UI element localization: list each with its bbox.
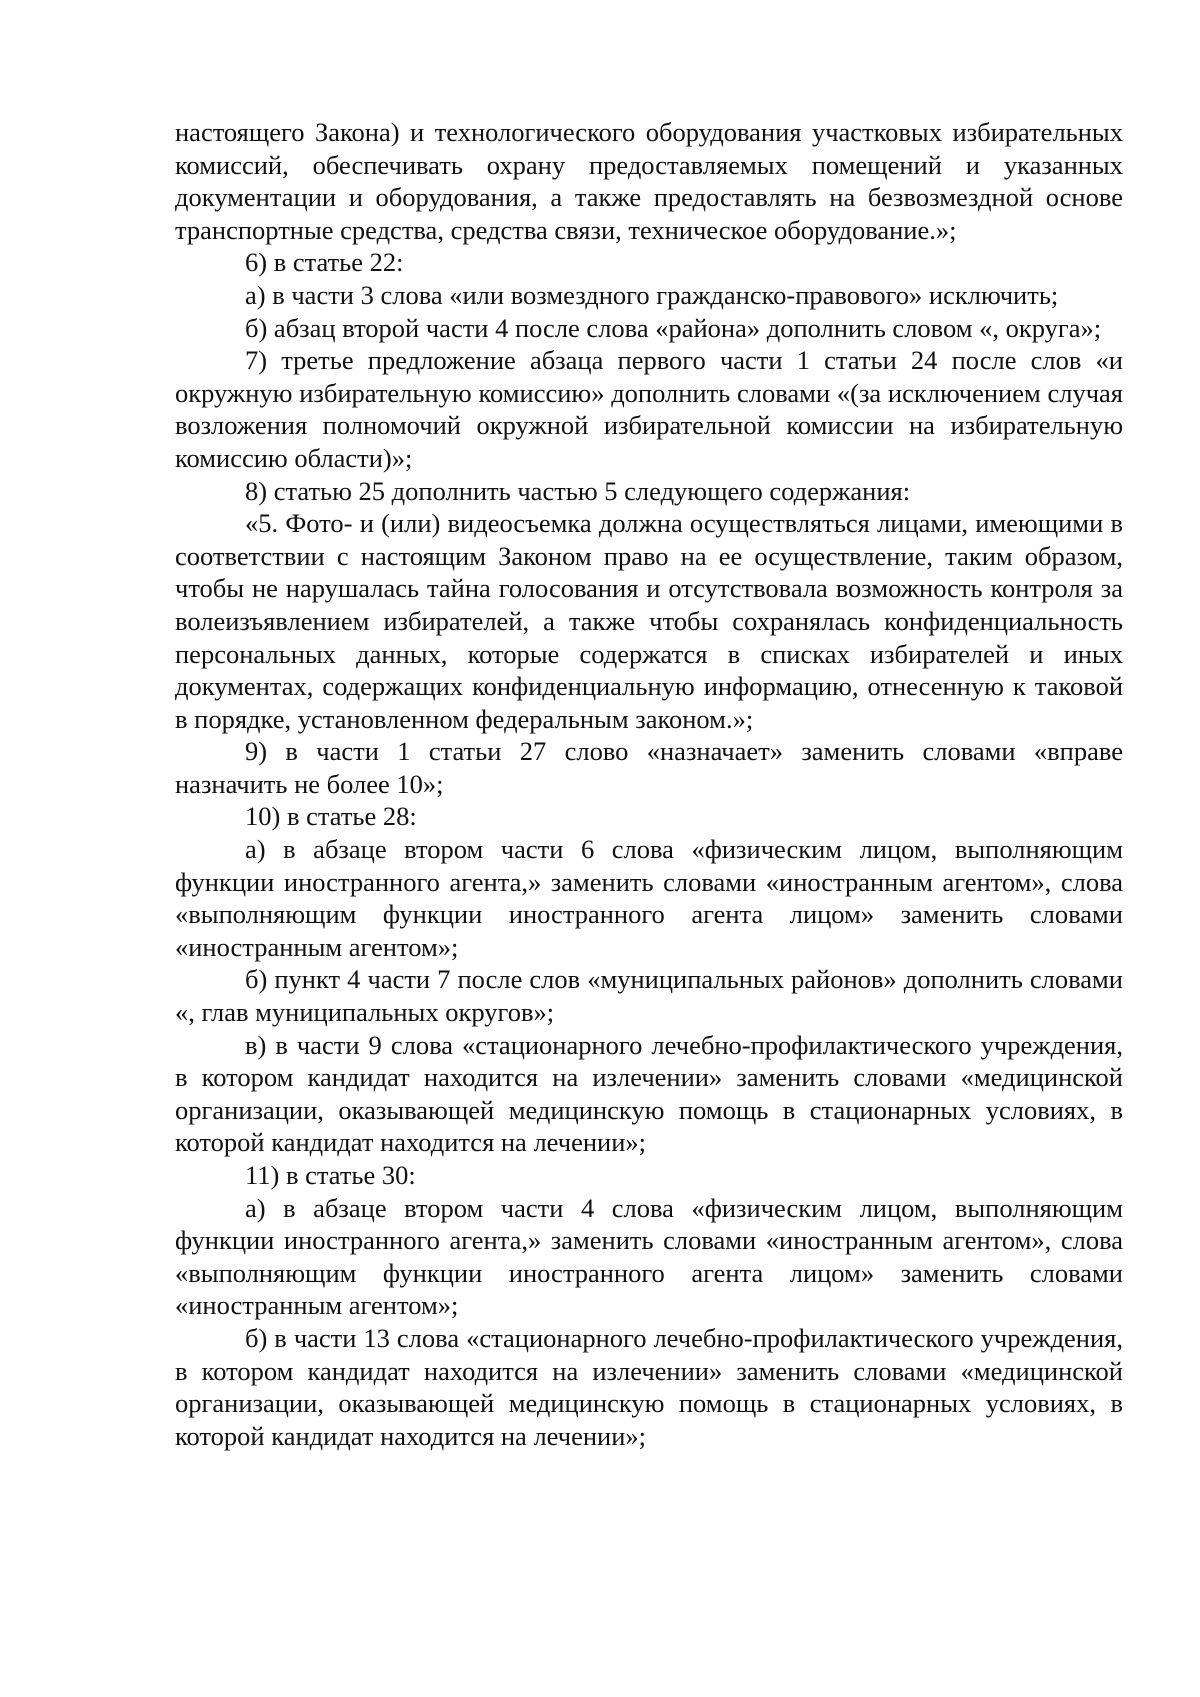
paragraph-item-11a: а) в абзаце втором части 4 слова «физическим лицом, выполняющим функции иностранного агента,» заменить словами «иностранным агентом», слова «выполняющим функции иностранного агента лицом» заменить словами «иностранным агентом»; — [175, 1192, 1123, 1321]
document-page — [175, 116, 1123, 1452]
paragraph-item-7: 7) третье предложение абзаца первого части 1 статьи 24 после слов «и окружную избирательную комиссию» дополнить словами «(за исключением случая возложения полномочий окружной избирательной комиссии на избирательную комиссию области)»; — [175, 345, 1123, 473]
paragraph-item-10: 10) в статье 28: — [245, 801, 417, 832]
paragraph-item-6a: а) в части 3 слова «или возмездного гражданско-правового» исключить; — [245, 279, 1059, 310]
paragraph-quote-part-5: «5. Фото- и (или) видеосъемка должна осуществляться лицами, имеющими в соответствии с настоящим Законом право на ее осуществление, таким образом, чтобы не нарушалась тайна голосования и отсутствовала возможность контроля за волеизъявлением избирателей, а также чтобы сохранялась конфиденциальность персональных данных, которые содержатся в списках избирателей и иных документах, содержащих конфиденциальную информацию, отнесенную к таковой в порядке, установленном федеральным законом.»; — [175, 508, 1123, 734]
paragraph-item-9: 9) в части 1 статьи 27 слово «назначает» заменить словами «вправе назначить не более 10»; — [175, 736, 1123, 799]
paragraph-item-6b: б) абзац второй части 4 после слова «района» дополнить словом «, округа»; — [245, 312, 1102, 343]
paragraph-continuation: настоящего Закона) и технологического оборудования участковых избирательных комиссий, обеспечивать охрану предоставляемых помещений и указанных документации и оборудования, а также предоставлять на безвозмездной основе транспортные средства, средства связи, техническое оборудование.»; — [175, 117, 1123, 245]
paragraph-item-6: 6) в статье 22: — [245, 247, 404, 278]
paragraph-item-10v: в) в части 9 слова «стационарного лечебно-профилактического учреждения, в котором кандидат находится на излечении» заменить словами «медицинской организации, оказывающей медицинскую помощь в стационарных условиях, в которой кандидат находится на лечении»; — [175, 1029, 1123, 1158]
paragraph-item-11: 11) в статье 30: — [245, 1160, 416, 1190]
paragraph-item-10b: б) пункт 4 части 7 после слов «муниципальных районов» дополнить словами «, глав муниципальных округов»; — [175, 964, 1123, 1028]
paragraph-item-11b: б) в части 13 слова «стационарного лечебно-профилактического учреждения, в котором кандидат находится на излечении» заменить словами «медицинской организации, оказывающей медицинскую помощь в стационарных условиях, в которой кандидат находится на лечении»; — [175, 1322, 1123, 1451]
paragraph-item-8: 8) статью 25 дополнить частью 5 следующего содержания: — [245, 475, 911, 506]
paragraph-item-10a: а) в абзаце втором части 6 слова «физическим лицом, выполняющим функции иностранного агента,» заменить словами «иностранным агентом», слова «выполняющим функции иностранного агента лицом» заменить словами «иностранным агентом»; — [175, 834, 1123, 962]
